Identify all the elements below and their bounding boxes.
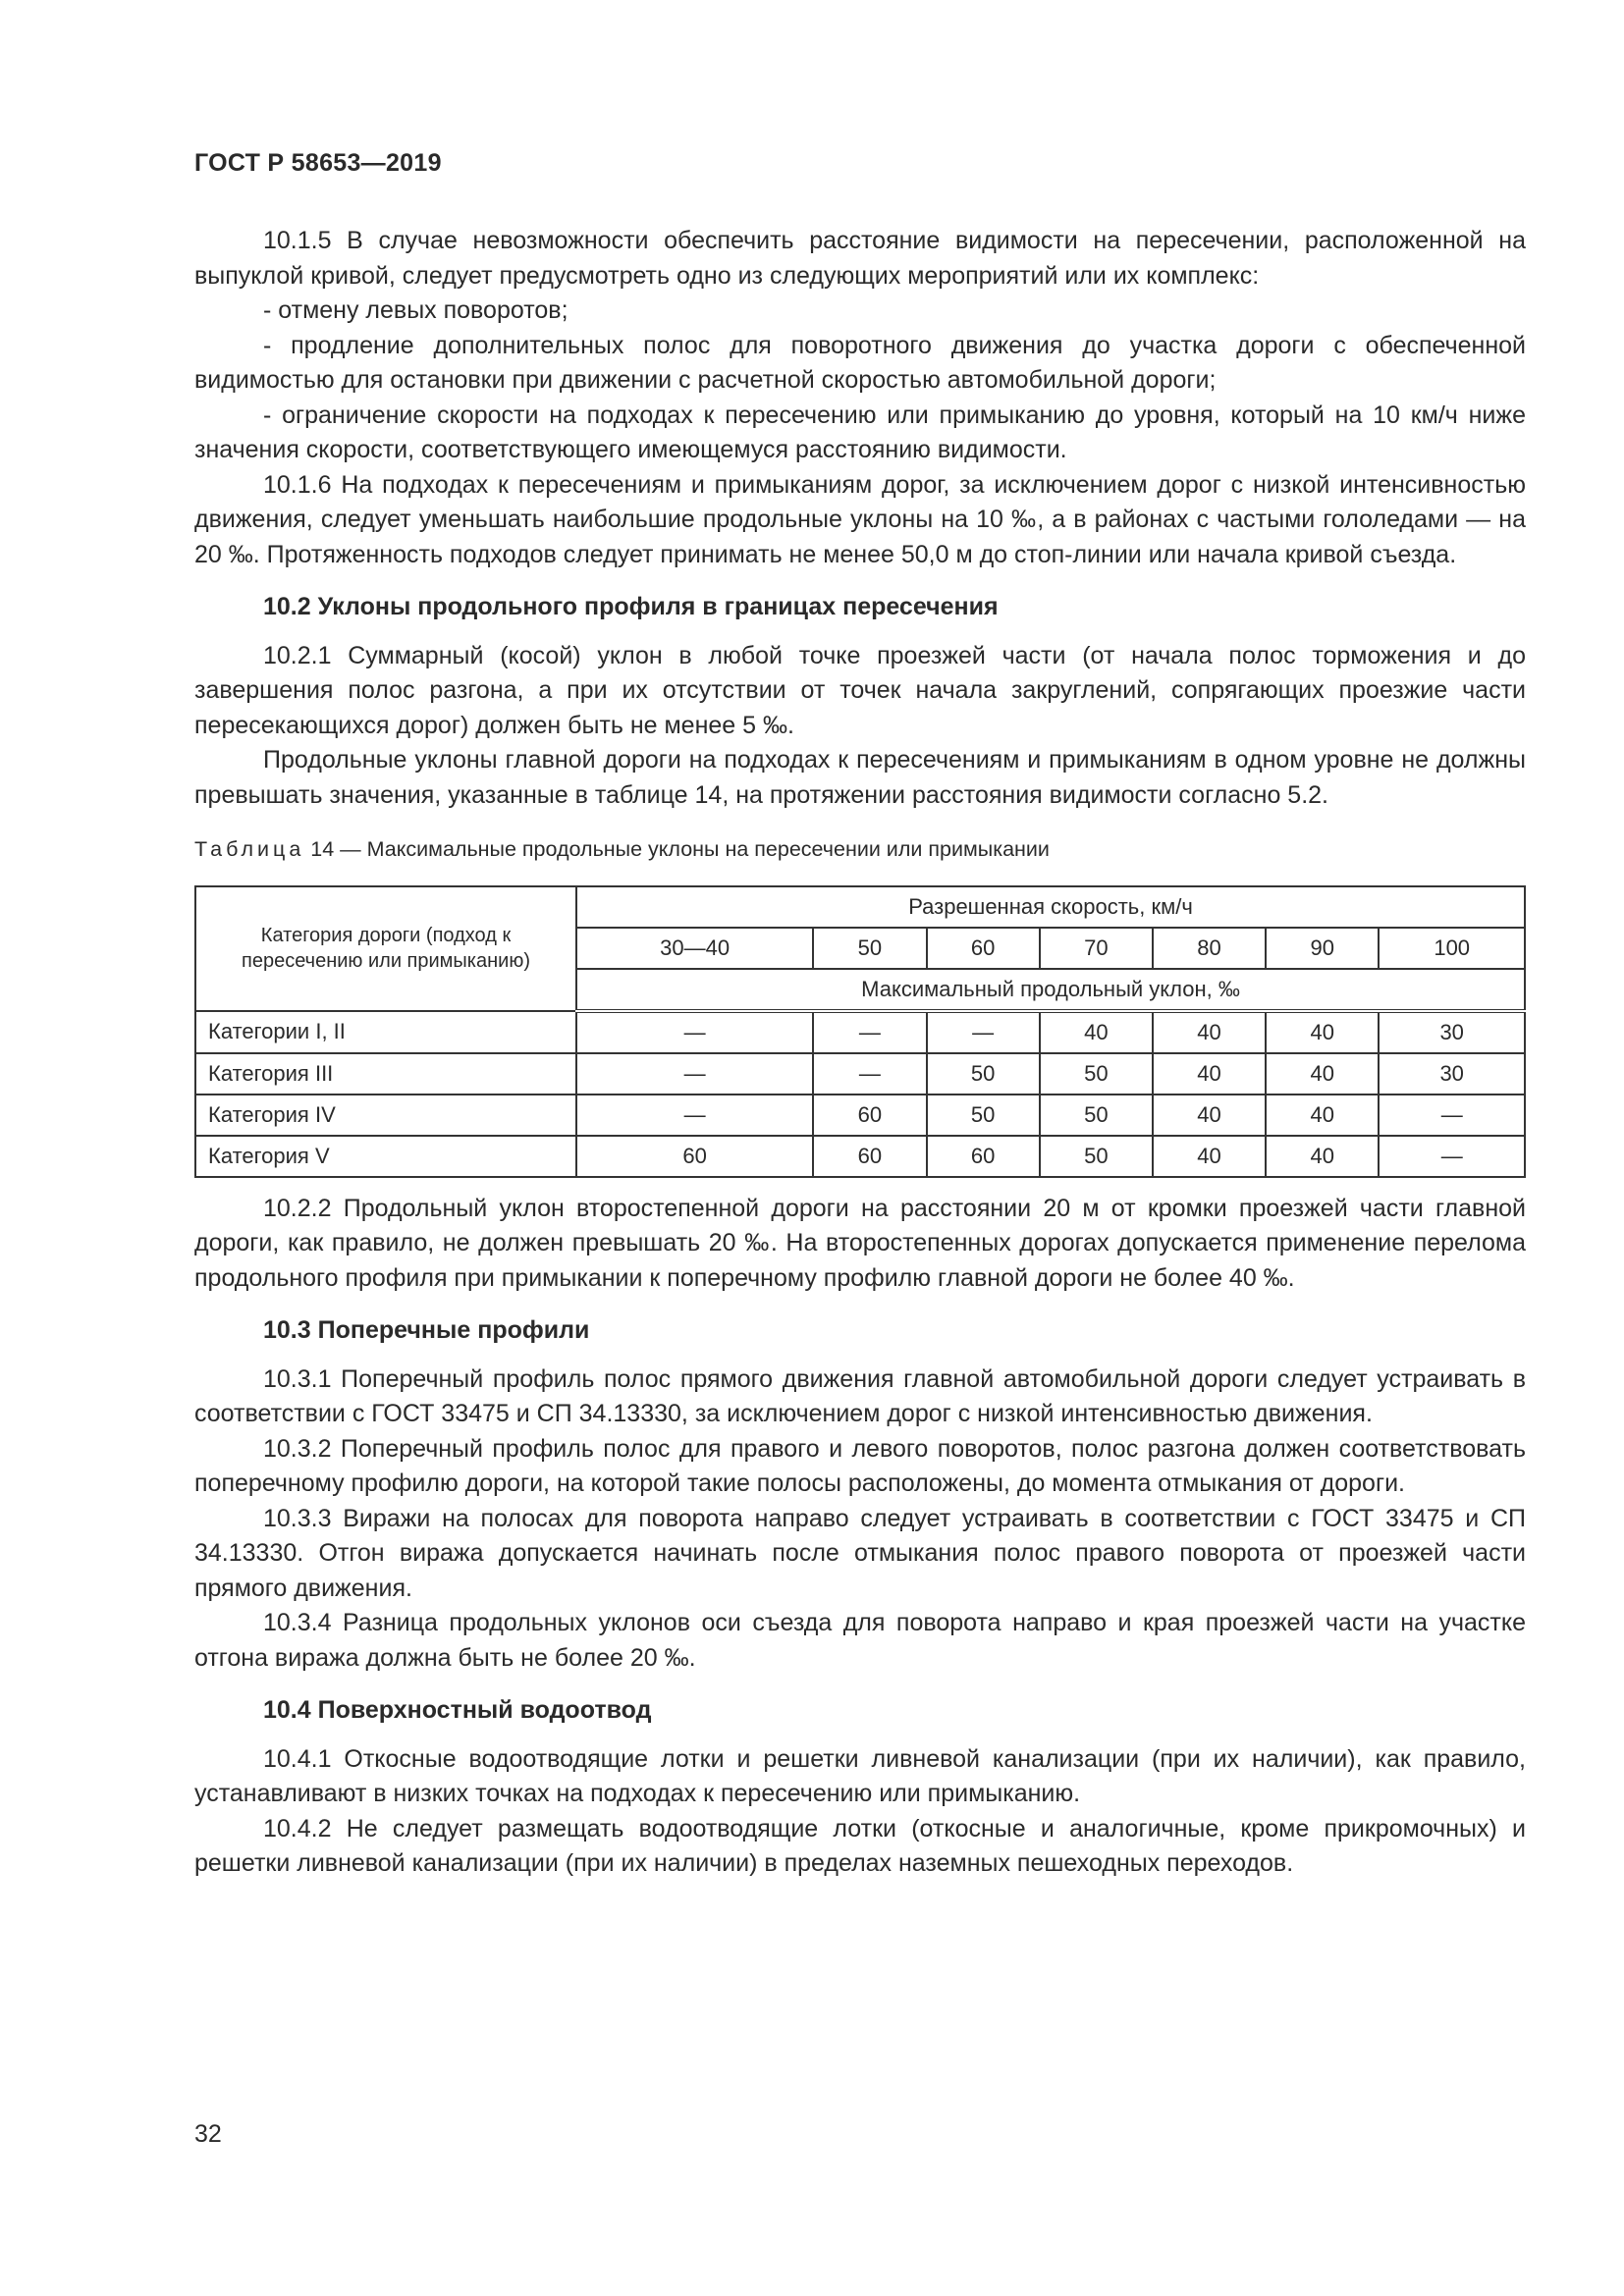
- table-cell: 50: [927, 1095, 1040, 1136]
- speed-cell: 30—40: [576, 928, 813, 969]
- speed-header: Разрешенная скорость, км/ч: [576, 886, 1525, 928]
- table-cell: 50: [927, 1053, 1040, 1095]
- list-item: - отмену левых поворотов;: [263, 296, 568, 324]
- table-cell: —: [1379, 1136, 1525, 1177]
- speed-cell: 100: [1379, 928, 1525, 969]
- page-content: [194, 224, 1526, 1882]
- table-cell: —: [1379, 1095, 1525, 1136]
- slope-header: Максимальный продольный уклон, ‰: [576, 969, 1525, 1011]
- table-cell: 30: [1379, 1053, 1525, 1095]
- page-number: 32: [194, 2120, 222, 2148]
- table-cell: 40: [1266, 1095, 1379, 1136]
- paragraph-10-1-5: 10.1.5 В случае невозможности обеспечить расстояние видимости на пересечении, расположенной на выпуклой кривой, следует предусмотреть одно из следующих мероприятий или их комплекс:: [194, 227, 1526, 290]
- table-cell: —: [813, 1053, 926, 1095]
- table-row: [195, 1011, 1525, 1053]
- table-caption-text: 14 — Максимальные продольные уклоны на пересечении или примыкании: [310, 837, 1050, 861]
- table-cell: 40: [1153, 1053, 1266, 1095]
- paragraph-10-4-2: 10.4.2 Не следует размещать водоотводящие лотки (откосные и аналогичные, кроме прикромочных) и решетки ливневой канализации (при их наличии) в пределах наземных пешеходных переходов.: [194, 1814, 1526, 1877]
- paragraph-10-3-2: 10.3.2 Поперечный профиль полос для правого и левого поворотов, полос разгона должен соответствовать поперечному профилю дороги, на которой такие полосы расположены, до момента отмыкания от дороги.: [194, 1434, 1526, 1497]
- table-cell: 40: [1153, 1095, 1266, 1136]
- table-cell: —: [927, 1011, 1040, 1053]
- table-cell: —: [576, 1011, 813, 1053]
- speed-cell: 80: [1153, 928, 1266, 969]
- table-row: [195, 1136, 1525, 1177]
- table-cell: 40: [1040, 1011, 1153, 1053]
- table-cell: 60: [813, 1136, 926, 1177]
- table-row: [195, 1053, 1525, 1095]
- table-cell: 60: [576, 1136, 813, 1177]
- table-caption-prefix: Таблица: [194, 837, 305, 861]
- table-cell: 50: [1040, 1095, 1153, 1136]
- paragraph-10-1-6: 10.1.6 На подходах к пересечениям и примыканиям дорог, за исключением дорог с низкой интенсивностью движения, следует уменьшать наибольшие продольные уклоны на 10 ‰, а в районах с частыми гололедами — на 20 ‰. Протяженность подходов следует принимать не менее 50,0 м до стоп-линии или начала кривой съезда.: [194, 470, 1526, 568]
- section-title-10-3: 10.3 Поперечные профили: [263, 1316, 590, 1344]
- category-header: Категория дороги (подход к пересечению или примыканию): [195, 886, 576, 1011]
- document-header: ГОСТ Р 58653—2019: [194, 149, 442, 177]
- row-label: Категория IV: [195, 1095, 576, 1136]
- paragraph-10-3-3: 10.3.3 Виражи на полосах для поворота направо следует устраивать в соответствии с ГОСТ 33475 и СП 34.13330. Отгон виража допускается начинать после отмыкания полос правого поворота от проезжей части прямого движения.: [194, 1504, 1526, 1602]
- table-row: [195, 1095, 1525, 1136]
- table-cell: 60: [927, 1136, 1040, 1177]
- table-cell: 40: [1153, 1136, 1266, 1177]
- table-cell: 40: [1266, 1136, 1379, 1177]
- paragraph-10-2-1: 10.2.1 Суммарный (косой) уклон в любой точке проезжей части (от начала полос торможения и до завершения полос разгона, а при их отсутствии от точек начала закруглений, сопрягающих проезжие части пересекающихся дорог) должен быть не менее 5 ‰.: [194, 641, 1526, 739]
- speed-cell: 50: [813, 928, 926, 969]
- table-cell: —: [576, 1095, 813, 1136]
- row-label: Категория III: [195, 1053, 576, 1095]
- table-caption: [194, 832, 1526, 868]
- row-label: Категории I, II: [195, 1011, 576, 1053]
- paragraph-10-2-2: 10.2.2 Продольный уклон второстепенной дороги на расстоянии 20 м от кромки проезжей части главной дороги, как правило, не должен превышать 20 ‰. На второстепенных дорогах допускается применение перелома продольного профиля при примыкании к поперечному профилю главной дороги не более 40 ‰.: [194, 1194, 1526, 1292]
- speed-cell: 70: [1040, 928, 1153, 969]
- table-cell: —: [576, 1053, 813, 1095]
- table-cell: —: [813, 1011, 926, 1053]
- table-cell: 60: [813, 1095, 926, 1136]
- table-14: [194, 885, 1526, 1178]
- table-cell: 50: [1040, 1053, 1153, 1095]
- paragraph-10-4-1: 10.4.1 Откосные водоотводящие лотки и решетки ливневой канализации (при их наличии), как правило, устанавливают в низких точках на подходах к пересечению или примыканию.: [194, 1744, 1526, 1807]
- list-item: - ограничение скорости на подходах к пересечению или примыканию до уровня, который на 10 км/ч ниже значения скорости, соответствующего имеющемуся расстоянию видимости.: [194, 400, 1526, 463]
- paragraph-main-road-slopes: Продольные уклоны главной дороги на подходах к пересечениям и примыканиям в одном уровне не должны превышать значения, указанные в таблице 14, на протяжении расстояния видимости согласно 5.2.: [194, 746, 1526, 809]
- table-cell: 30: [1379, 1011, 1525, 1053]
- table-header-row: [195, 886, 1525, 928]
- section-title-10-4: 10.4 Поверхностный водоотвод: [263, 1696, 652, 1724]
- section-title-10-2: 10.2 Уклоны продольного профиля в границах пересечения: [263, 593, 999, 620]
- table-cell: 40: [1266, 1053, 1379, 1095]
- speed-cell: 90: [1266, 928, 1379, 969]
- paragraph-10-3-1: 10.3.1 Поперечный профиль полос прямого движения главной автомобильной дороги следует устраивать в соответствии с ГОСТ 33475 и СП 34.13330, за исключением дорог с низкой интенсивностью движения.: [194, 1364, 1526, 1427]
- list-item: - продление дополнительных полос для поворотного движения до участка дороги с обеспеченной видимостью для остановки при движении с расчетной скоростью автомобильной дороги;: [194, 331, 1526, 394]
- table-cell: 40: [1153, 1011, 1266, 1053]
- table-cell: 40: [1266, 1011, 1379, 1053]
- speed-cell: 60: [927, 928, 1040, 969]
- row-label: Категория V: [195, 1136, 576, 1177]
- paragraph-10-3-4: 10.3.4 Разница продольных уклонов оси съезда для поворота направо и края проезжей части на участке отгона виража должна быть не более 20 ‰.: [194, 1609, 1526, 1672]
- table-cell: 50: [1040, 1136, 1153, 1177]
